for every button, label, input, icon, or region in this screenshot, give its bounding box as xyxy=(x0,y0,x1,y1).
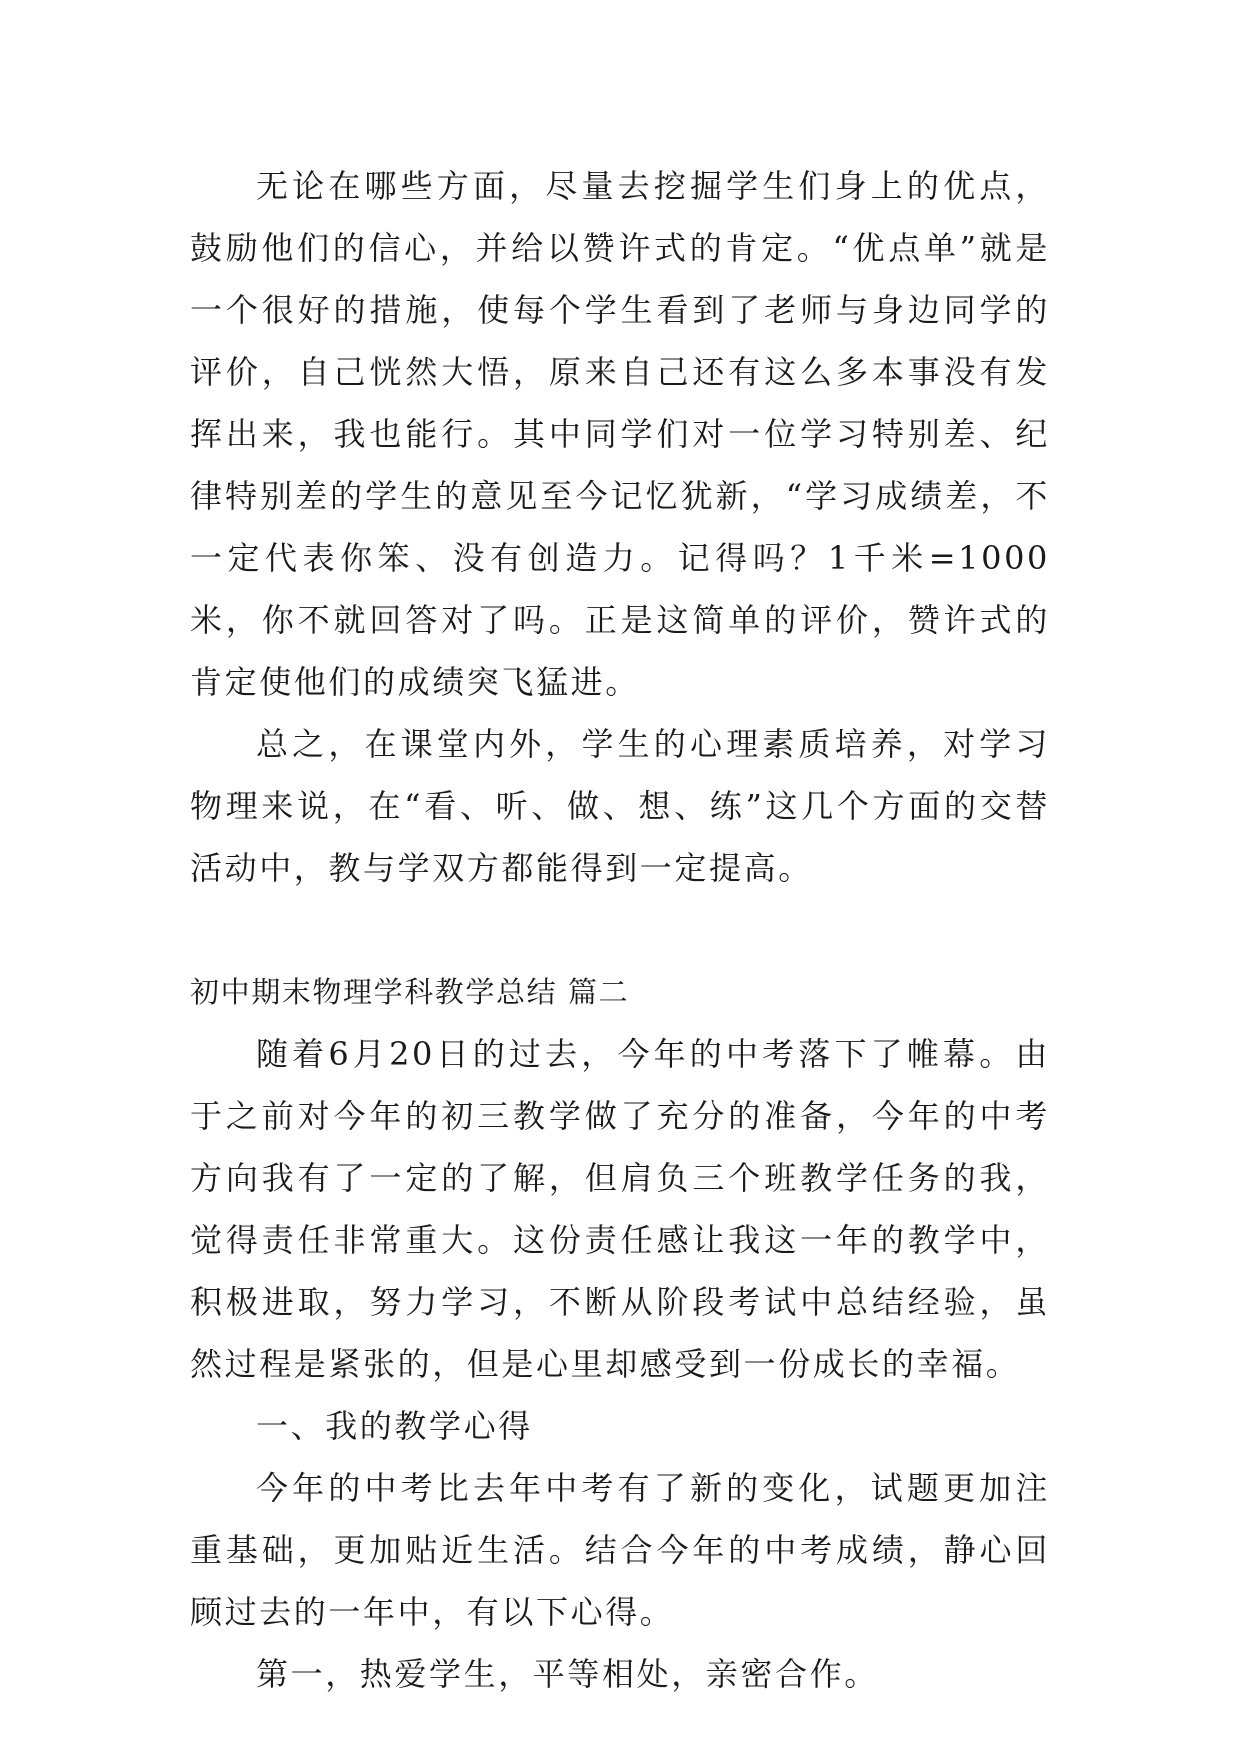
section-gap xyxy=(190,899,1050,961)
document-body xyxy=(190,155,1050,1705)
subheading-teaching-insights: 一、我的教学心得 xyxy=(256,1407,533,1445)
paragraph-exam-intro: 随着6月20日的过去，今年的中考落下了帷幕。由于之前对今年的初三教学做了充分的准备，今年的中考方向我有了一定的了解，但肩负三个班教学任务的我，觉得责任非常重大。这份责任感让我这一年的教学中，积极进取，努力学习，不断从阶段考试中总结经验，虽然过程是紧张的，但是心里却感受到一份成长的幸福。 xyxy=(190,1035,1050,1383)
paragraph-conclusion: 总之，在课堂内外，学生的心理素质培养，对学习物理来说，在“看、听、做、想、练”这几个方面的交替活动中，教与学双方都能得到一定提高。 xyxy=(190,725,1050,887)
paragraph-exam-changes: 今年的中考比去年中考有了新的变化，试题更加注重基础，更加贴近生活。结合今年的中考成绩，静心回顾过去的一年中，有以下心得。 xyxy=(190,1469,1050,1631)
paragraph-praise: 无论在哪些方面，尽量去挖掘学生们身上的优点，鼓励他们的信心，并给以赞许式的肯定。“优点单”就是一个很好的措施，使每个学生看到了老师与身边同学的评价，自己恍然大悟，原来自己还有这么多本事没有发挥出来，我也能行。其中同学们对一位学习特别差、纪律特别差的学生的意见至今记忆犹新，“学习成绩差，不一定代表你笨、没有创造力。记得吗？1千米=1000米，你不就回答对了吗。正是这简单的评价，赞许式的肯定使他们的成绩突飞猛进。 xyxy=(190,167,1050,701)
paragraph-first-point: 第一，热爱学生，平等相处，亲密合作。 xyxy=(256,1655,879,1693)
section-title: 初中期末物理学科教学总结 篇二 xyxy=(190,975,630,1009)
